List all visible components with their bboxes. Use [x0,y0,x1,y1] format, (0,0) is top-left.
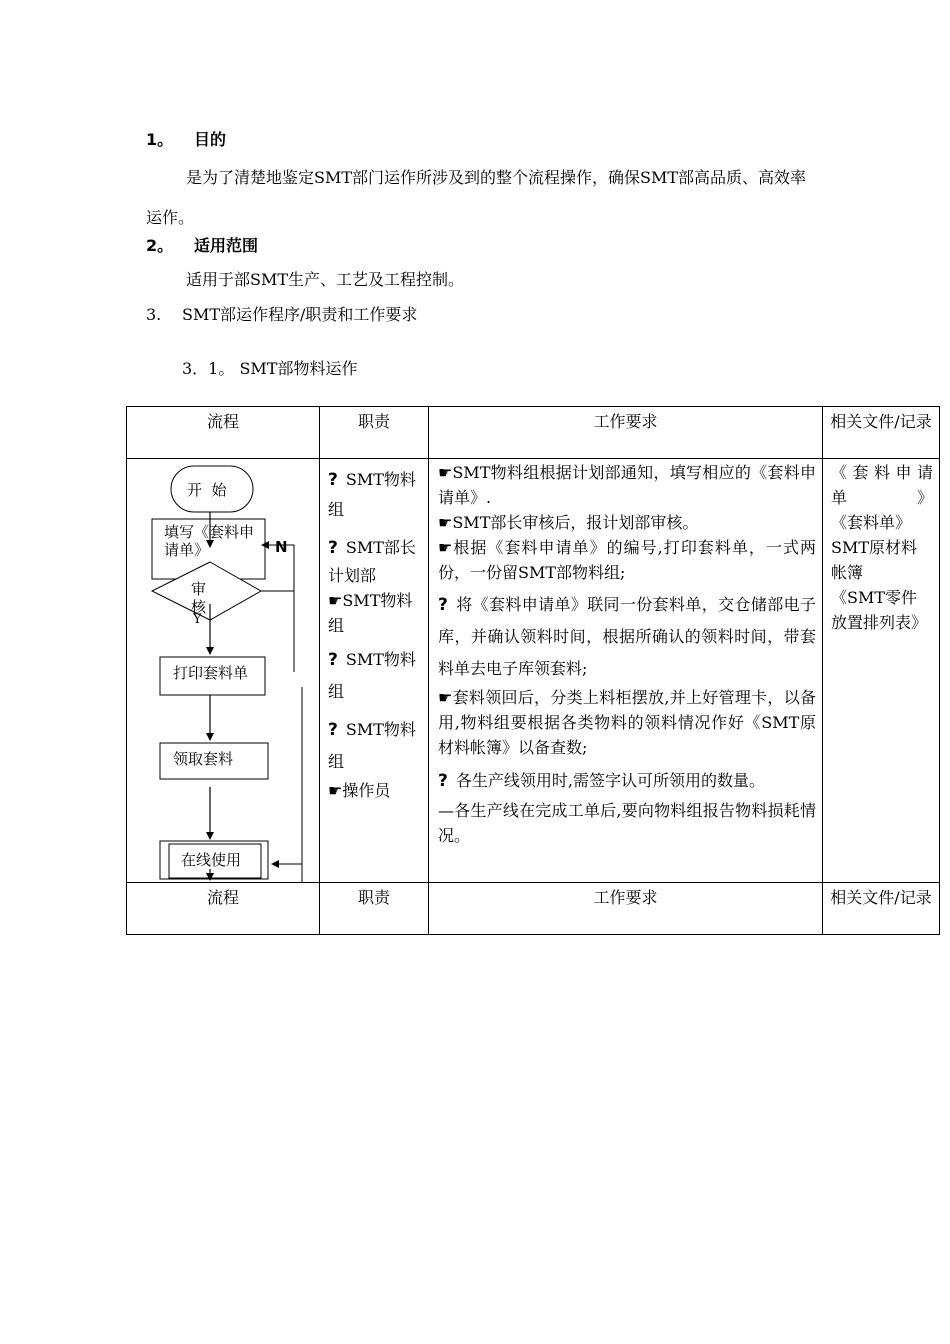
section-2-number: 2。 [146,236,174,255]
section-3-1-heading: 3．1。 SMT部物料运作 [182,359,358,378]
requirement-text: SMT部长审核后，报计划部审核。 [452,513,699,532]
responsibility-text: SMT物料组 [328,470,416,519]
body-row [127,459,940,883]
question-icon: ? [328,720,338,740]
question-icon: ? [438,595,448,615]
responsibility-text: 操作员 [342,781,391,800]
requirement-item [438,764,816,798]
footer-responsibility: 职责 [320,883,429,935]
take-label: 领取套料 [173,750,234,768]
section-3-number: 3. [146,305,162,324]
section-3-heading [146,302,417,325]
requirement-item [438,685,816,760]
question-icon: ? [438,771,448,791]
review-diamond [152,562,261,620]
pointing-hand-icon: ☛ [328,781,343,800]
pointing-hand-icon: ☛ [438,688,453,707]
document-item: SMT原材料帐簿 [831,538,918,582]
use-label: 在线使用 [181,851,242,869]
responsibility-item [328,714,424,778]
section-3-title: SMT部运作程序/职责和工作要求 [182,305,418,324]
requirement-item [438,460,816,510]
requirement-text: SMT物料组根据计划部通知，填写相应的《套料申请单》. [438,463,816,507]
process-table [126,406,940,935]
footer-documents: 相关文件/记录 [823,883,940,935]
responsibility-text: 计划部 [328,566,377,585]
review-label-1: 审 [191,580,207,598]
requirement-item [438,589,816,685]
requirement-item [438,798,816,848]
header-requirements: 工作要求 [429,407,823,459]
question-icon: ? [328,650,338,670]
pointing-hand-icon: ☛ [438,538,453,557]
pointing-hand-icon: ☛ [438,463,453,482]
section-2-heading [146,233,258,256]
documents-cell [823,459,940,883]
responsibility-item [328,533,424,563]
question-icon: ? [328,538,338,558]
section-1-heading [146,127,226,150]
header-documents: 相关文件/记录 [823,407,940,459]
document-item: 《套料申请单》 [831,463,933,507]
header-row-bottom [127,883,940,935]
footer-requirements: 工作要求 [429,883,823,935]
flowchart [127,459,320,882]
responsibility-item [328,644,424,708]
section-1-number: 1。 [146,130,174,149]
section-1-title: 目的 [194,130,227,149]
section-2-title: 适用范围 [194,236,259,255]
review-label-2: 核 [191,598,207,616]
responsibility-text: SMT物料组 [328,650,416,701]
requirement-item [438,510,816,535]
start-label: 开 始 [187,481,227,499]
requirement-item [438,535,816,585]
fill-form-label: 填写《套料申请单》 [164,523,255,559]
responsibility-text: SMT物料组 [328,720,416,771]
question-icon: ? [328,470,338,490]
responsibility-item [328,563,424,588]
requirement-text: 将《套料申请单》联同一份套料单，交仓储部电子库，并确认领料时间，根据所确认的领料时间，带套料单去电子库领套料; [438,595,816,678]
no-label: N [275,538,288,556]
responsibility-text: SMT部长 [345,538,416,557]
section-1-body: 是为了清楚地鉴定SMT部门运作所涉及到的整个流程操作，确保SMT部高品质、高效率运作。 [146,168,807,227]
document-item: 《套料单》 [831,513,912,532]
section-2-body: 适用于部SMT生产、工艺及工程控制。 [186,270,465,289]
responsibility-item [328,588,424,638]
pointing-hand-icon: ☛ [328,591,343,610]
flowchart-cell [127,459,320,883]
document-item: 《SMT零件放置排列表》 [831,588,928,632]
yes-label: Y [193,612,202,627]
pointing-hand-icon: ☛ [438,513,453,532]
header-responsibility: 职责 [320,407,429,459]
responsibility-text: SMT物料组 [328,591,413,635]
requirements-cell [429,459,823,883]
footer-flow: 流程 [127,883,320,935]
header-flow: 流程 [127,407,320,459]
requirement-text: 各生产线领用时,需签字认可所领用的数量。 [455,771,765,790]
print-label: 打印套料单 [173,664,249,682]
requirement-text: 根据《套料申请单》的编号,打印套料单，一式两份，一份留SMT部物料组; [438,538,816,582]
requirement-text: 套料领回后，分类上料柜摆放,并上好管理卡，以备用,物料组要根据各类物料的领料情况作好《SMT原材料帐簿》以备查数; [438,688,816,757]
header-row-top [127,407,940,459]
requirement-text: —各生产线在完成工单后,要向物料组报告物料损耗情况。 [438,801,816,845]
responsibility-item [328,778,424,803]
responsibility-cell [320,459,429,883]
responsibility-item [328,465,424,525]
